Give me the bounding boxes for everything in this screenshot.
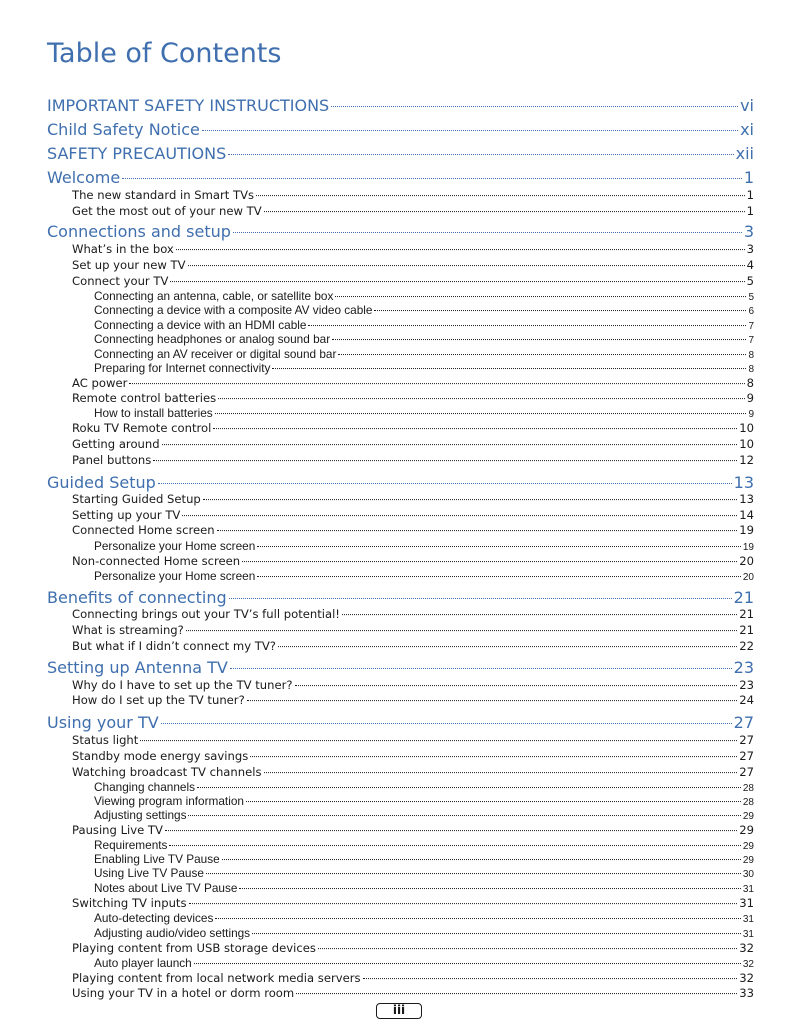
toc-section-entry[interactable] [47, 222, 754, 241]
toc-leader-dots [308, 317, 746, 326]
toc-leader-dots [233, 221, 742, 233]
toc-entry-label: Auto player launch [94, 956, 192, 970]
toc-entry-page: 27 [739, 733, 754, 747]
toc-subsection-entry[interactable] [72, 607, 754, 621]
toc-subsection-entry[interactable] [72, 376, 754, 390]
toc-entry-page: 21 [739, 607, 754, 621]
toc-entry-label: Connecting a device with a composite AV video cable [94, 303, 373, 317]
toc-subsection-entry[interactable] [72, 971, 754, 985]
toc-leader-dots [189, 895, 738, 904]
toc-leader-dots [252, 925, 741, 934]
toc-leader-dots [206, 865, 741, 874]
toc-leader-dots [264, 764, 738, 773]
toc-leader-dots [170, 273, 744, 282]
toc-entry-page: 1 [743, 168, 754, 187]
toc-entry-label: Connect your TV [72, 274, 169, 288]
toc-entry-label: Using your TV in a hotel or dorm room [72, 986, 295, 1000]
toc-entry-label: AC power [72, 376, 128, 390]
page-number: iii [376, 1003, 422, 1019]
toc-entry-page: 29 [742, 811, 754, 822]
toc-subsection-entry[interactable] [72, 453, 754, 467]
toc-leader-dots [257, 538, 741, 547]
toc-subsection-entry[interactable] [72, 204, 754, 218]
toc-entry-label: Standby mode energy savings [72, 749, 249, 763]
toc-entry-label: Switching TV inputs [72, 896, 187, 910]
toc-entry-page: 28 [742, 783, 754, 794]
toc-leader-dots [202, 119, 738, 131]
toc-subsection-entry[interactable] [72, 554, 754, 568]
toc-entry-label: Using your TV [47, 713, 159, 732]
toc-leader-dots [242, 553, 737, 562]
toc-entry-label: Watching broadcast TV channels [72, 765, 262, 779]
toc-entry-page: 8 [748, 350, 754, 361]
page-title: Table of Contents [47, 38, 282, 69]
toc-subsection-entry[interactable] [72, 823, 754, 837]
toc-subsection-entry[interactable] [72, 623, 754, 637]
toc-section-entry[interactable] [47, 144, 754, 163]
toc-entry-page: 3 [746, 242, 754, 256]
toc-subsection-entry[interactable] [72, 733, 754, 747]
toc-entry-label: Setting up your TV [72, 508, 181, 522]
toc-leader-dots [272, 360, 746, 369]
toc-subsection-entry[interactable] [72, 896, 754, 910]
toc-topic-entry[interactable] [94, 866, 754, 880]
toc-entry-page: 30 [742, 869, 754, 880]
toc-entry-label: Connecting an antenna, cable, or satellite box [94, 289, 334, 303]
toc-leader-dots [140, 732, 737, 741]
toc-subsection-entry[interactable] [72, 242, 754, 256]
toc-entry-label: Guided Setup [47, 473, 156, 492]
toc-entry-label: IMPORTANT SAFETY INSTRUCTIONS [47, 96, 330, 115]
toc-entry-page: 20 [742, 572, 754, 583]
toc-entry-page: xi [740, 120, 754, 139]
toc-entry-page: 8 [746, 376, 754, 390]
toc-entry-page: 23 [739, 678, 754, 692]
toc-entry-page: 21 [739, 623, 754, 637]
toc-entry-label: Adjusting audio/video settings [94, 926, 251, 940]
toc-entry-label: Connecting headphones or analog sound bar [94, 332, 331, 346]
toc-section-entry[interactable] [47, 588, 754, 607]
toc-topic-entry[interactable] [94, 808, 754, 822]
toc-entry-label: Why do I have to set up the TV tuner? [72, 678, 293, 692]
toc-entry-label: Enabling Live TV Pause [94, 852, 220, 866]
toc-entry-page: 14 [739, 508, 754, 522]
toc-entry-label: Starting Guided Setup [72, 492, 201, 506]
toc-entry-label: Connecting a device with an HDMI cable [94, 318, 307, 332]
toc-entry-page: 7 [748, 335, 754, 346]
toc-leader-dots [264, 203, 745, 212]
toc-topic-entry[interactable] [94, 911, 754, 925]
toc-entry-page: 27 [739, 749, 754, 763]
toc-entry-label: Getting around [72, 437, 160, 451]
toc-subsection-entry[interactable] [72, 508, 754, 522]
toc-leader-dots [256, 187, 745, 196]
toc-leader-dots [239, 880, 740, 889]
toc-entry-page: 9 [748, 409, 754, 420]
toc-entry-label: Adjusting settings [94, 808, 187, 822]
toc-leader-dots [188, 257, 745, 266]
toc-subsection-entry[interactable] [72, 941, 754, 955]
toc-entry-page: 6 [748, 306, 754, 317]
toc-topic-entry[interactable] [94, 881, 754, 895]
toc-section-entry[interactable] [47, 120, 754, 139]
toc-entry-page: 10 [739, 437, 754, 451]
toc-entry-page: 20 [739, 554, 754, 568]
toc-subsection-entry[interactable] [72, 765, 754, 779]
toc-entry-page: 31 [742, 884, 754, 895]
toc-leader-dots [217, 522, 738, 531]
toc-leader-dots [257, 568, 741, 577]
toc-leader-dots [165, 822, 737, 831]
toc-leader-dots [363, 970, 738, 979]
toc-entry-page: 29 [742, 855, 754, 866]
toc-entry-label: Using Live TV Pause [94, 866, 204, 880]
toc-leader-dots [203, 491, 737, 500]
toc-entry-page: 13 [733, 473, 754, 492]
toc-entry-page: 5 [748, 292, 754, 303]
toc-entry-label: But what if I didn’t connect my TV? [72, 639, 276, 653]
toc-leader-dots [335, 288, 746, 297]
toc-section-entry[interactable] [47, 658, 754, 677]
toc-subsection-entry[interactable] [72, 274, 754, 288]
toc-leader-dots [374, 302, 746, 311]
toc-subsection-entry[interactable] [72, 391, 754, 405]
toc-leader-dots [342, 606, 737, 615]
toc-entry-page: 19 [739, 523, 754, 537]
toc-subsection-entry[interactable] [72, 986, 754, 1000]
toc-leader-dots [182, 507, 737, 516]
toc-leader-dots [295, 677, 738, 686]
toc-entry-label: Changing channels [94, 780, 196, 794]
toc-entry-page: 27 [733, 713, 754, 732]
toc-entry-page: 27 [739, 765, 754, 779]
toc-entry-label: How do I set up the TV tuner? [72, 693, 245, 707]
toc-leader-dots [246, 793, 741, 802]
toc-entry-label: Welcome [47, 168, 121, 187]
toc-subsection-entry[interactable] [72, 749, 754, 763]
toc-topic-entry[interactable] [94, 406, 754, 420]
toc-entry-label: Preparing for Internet connectivity [94, 361, 271, 375]
toc-entry-page: 3 [743, 222, 754, 241]
toc-entry-label: Child Safety Notice [47, 120, 200, 139]
toc-subsection-entry[interactable] [72, 421, 754, 435]
toc-leader-dots [230, 657, 732, 669]
toc-entry-label: What’s in the box [72, 242, 174, 256]
toc-leader-dots [229, 587, 732, 599]
toc-topic-entry[interactable] [94, 926, 754, 940]
toc-topic-entry[interactable] [94, 569, 754, 583]
toc-topic-entry[interactable] [94, 539, 754, 553]
toc-subsection-entry[interactable] [72, 437, 754, 451]
toc-leader-dots [194, 955, 741, 964]
toc-subsection-entry[interactable] [72, 523, 754, 537]
toc-leader-dots [162, 436, 738, 445]
toc-entry-page: xii [735, 144, 754, 163]
toc-section-entry[interactable] [47, 473, 754, 492]
toc-topic-entry[interactable] [94, 303, 754, 317]
toc-entry-label: What is streaming? [72, 623, 184, 637]
toc-leader-dots [218, 390, 744, 399]
toc-section-entry[interactable] [47, 96, 754, 115]
toc-entry-page: 31 [739, 896, 754, 910]
toc-entry-page: 7 [748, 321, 754, 332]
toc-topic-entry[interactable] [94, 956, 754, 970]
toc-leader-dots [228, 143, 733, 155]
toc-entry-page: 1 [746, 204, 754, 218]
toc-leader-dots [188, 807, 740, 816]
toc-leader-dots [278, 638, 737, 647]
toc-entry-label: Set up your new TV [72, 258, 186, 272]
toc-entry-label: The new standard in Smart TVs [72, 188, 255, 202]
toc-leader-dots [158, 472, 732, 484]
toc-entry-page: 9 [746, 391, 754, 405]
toc-leader-dots [197, 779, 741, 788]
toc-leader-dots [332, 331, 746, 340]
toc-leader-dots [222, 851, 741, 860]
toc-topic-entry[interactable] [94, 361, 754, 375]
toc-entry-label: Playing content from local network media servers [72, 971, 361, 985]
toc-entry-label: Setting up Antenna TV [47, 658, 228, 677]
toc-entry-label: Panel buttons [72, 453, 152, 467]
toc-entry-label: Roku TV Remote control [72, 421, 212, 435]
toc-entry-page: 33 [739, 986, 754, 1000]
toc-entry-label: Connecting an AV receiver or digital sound bar [94, 347, 337, 361]
toc-entry-label: Benefits of connecting [47, 588, 227, 607]
toc-entry-label: Non-connected Home screen [72, 554, 241, 568]
toc-leader-dots [122, 167, 742, 179]
toc-entry-page: 10 [739, 421, 754, 435]
toc-entry-label: Requirements [94, 838, 168, 852]
toc-entry-page: 22 [739, 639, 754, 653]
toc-leader-dots [129, 375, 744, 384]
toc-subsection-entry[interactable] [72, 678, 754, 692]
toc-entry-label: SAFETY PRECAUTIONS [47, 144, 227, 163]
toc-entry-page: 19 [742, 542, 754, 553]
toc-entry-page: 13 [739, 492, 754, 506]
toc-entry-label: Viewing program information [94, 794, 244, 808]
toc-entry-page: 32 [739, 971, 754, 985]
toc-section-entry[interactable] [47, 713, 754, 732]
toc-entry-label: Connecting brings out your TV’s full potential! [72, 607, 340, 621]
toc-entry-page: 12 [739, 453, 754, 467]
toc-entry-label: Connections and setup [47, 222, 231, 241]
toc-leader-dots [338, 346, 746, 355]
toc-leader-dots [176, 241, 745, 250]
toc-subsection-entry[interactable] [72, 492, 754, 506]
toc-subsection-entry[interactable] [72, 639, 754, 653]
toc-entry-label: Notes about Live TV Pause [94, 881, 238, 895]
toc-entry-page: 32 [739, 941, 754, 955]
toc-entry-label: Get the most out of your new TV [72, 204, 262, 218]
toc-entry-page: 29 [739, 823, 754, 837]
toc-entry-page: vi [740, 96, 754, 115]
toc-entry-label: Personalize your Home screen [94, 539, 256, 553]
toc-subsection-entry[interactable] [72, 188, 754, 202]
toc-leader-dots [186, 622, 737, 631]
toc-entry-page: 8 [748, 364, 754, 375]
toc-entry-page: 31 [742, 929, 754, 940]
toc-leader-dots [247, 692, 738, 701]
toc-entry-label: Playing content from USB storage devices [72, 941, 316, 955]
toc-topic-entry[interactable] [94, 332, 754, 346]
toc-leader-dots [161, 712, 732, 724]
toc-leader-dots [318, 940, 737, 949]
toc-leader-dots [215, 910, 741, 919]
toc-leader-dots [215, 405, 747, 414]
toc-subsection-entry[interactable] [72, 258, 754, 272]
toc-entry-page: 4 [746, 258, 754, 272]
toc-leader-dots [250, 748, 737, 757]
toc-entry-label: How to install batteries [94, 406, 213, 420]
toc-entry-page: 21 [733, 588, 754, 607]
toc-entry-page: 24 [739, 693, 754, 707]
toc-entry-label: Personalize your Home screen [94, 569, 256, 583]
toc-leader-dots [296, 985, 737, 994]
toc-section-entry[interactable] [47, 168, 754, 187]
toc-entry-page: 31 [742, 914, 754, 925]
toc-entry-page: 29 [742, 841, 754, 852]
toc-entry-label: Remote control batteries [72, 391, 217, 405]
toc-entry-page: 28 [742, 797, 754, 808]
toc-leader-dots [169, 837, 740, 846]
toc-entry-label: Auto-detecting devices [94, 911, 214, 925]
toc-entry-page: 1 [746, 188, 754, 202]
toc-entry-page: 32 [742, 959, 754, 970]
toc-leader-dots [153, 452, 737, 461]
toc-entry-page: 23 [733, 658, 754, 677]
toc-subsection-entry[interactable] [72, 693, 754, 707]
toc-entry-label: Pausing Live TV [72, 823, 163, 837]
toc-leader-dots [331, 95, 738, 107]
toc-entry-label: Status light [72, 733, 139, 747]
toc-leader-dots [213, 420, 737, 429]
toc-entry-page: 5 [746, 274, 754, 288]
toc-entry-label: Connected Home screen [72, 523, 215, 537]
